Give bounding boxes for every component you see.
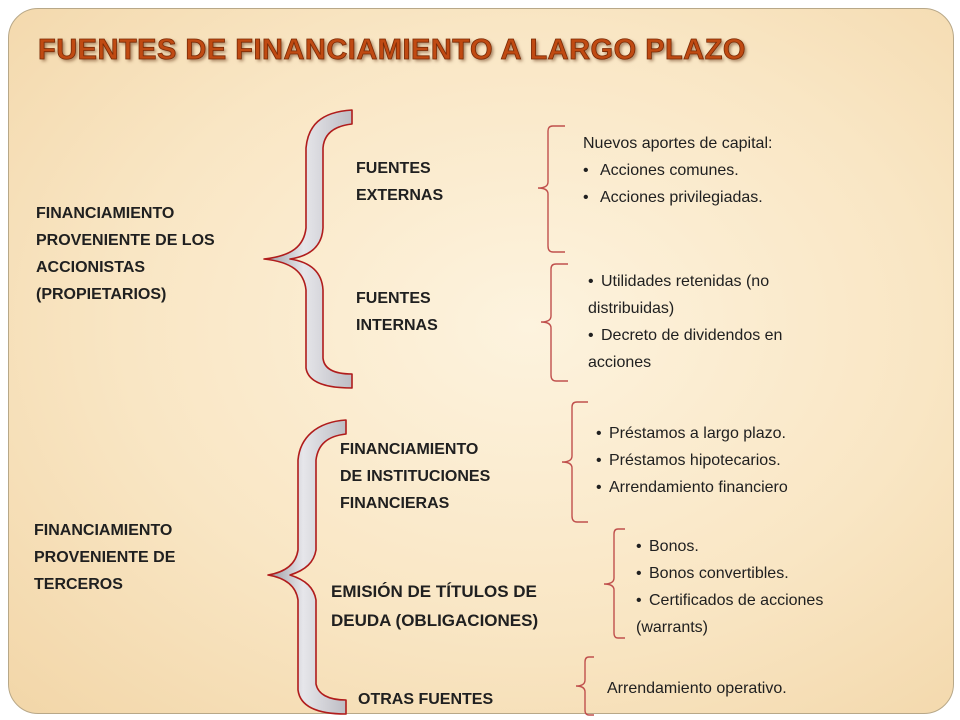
list-item: • Decreto de dividendos en	[588, 322, 782, 349]
source-other-details	[607, 675, 787, 702]
list-item: • Utilidades retenidas (no	[588, 268, 782, 295]
list-item: • Bonos convertibles.	[636, 560, 823, 587]
source-institutions-details	[596, 420, 788, 501]
bracket-instituciones	[562, 402, 588, 522]
list-item: • Bonos.	[636, 533, 823, 560]
bracket-emision	[604, 529, 625, 638]
bracket-externas	[538, 126, 565, 252]
list-item: • Certificados de acciones	[636, 587, 823, 614]
source-debt-issue-details	[636, 533, 823, 641]
bracket-otras	[576, 657, 594, 715]
list-item: Arrendamiento operativo.	[607, 680, 787, 697]
list-item-continuation: distribuidas)	[588, 300, 675, 317]
group-shareholders-label: FINANCIAMIENTO PROVENIENTE DE LOS ACCIONISTAS (PROPIETARIOS)	[36, 205, 215, 303]
source-external-label: FUENTES EXTERNAS	[356, 160, 444, 204]
shareholders-brace	[264, 110, 352, 388]
list-item-continuation: (warrants)	[636, 619, 709, 636]
list-item: • Acciones privilegiadas.	[583, 184, 772, 211]
source-internal-details	[588, 268, 782, 376]
list-item-continuation: acciones	[588, 354, 652, 371]
source-debt-issue-label: EMISIÓN DE TÍTULOS DE DEUDA (OBLIGACIONES)	[331, 582, 539, 630]
source-external-details	[583, 130, 772, 211]
list-item: • Préstamos hipotecarios.	[596, 447, 788, 474]
slide-title: FUENTES DE FINANCIAMIENTO A LARGO PLAZO	[38, 34, 746, 66]
source-other-label: OTRAS FUENTES	[358, 691, 494, 708]
list-item: • Préstamos a largo plazo.	[596, 420, 788, 447]
external-intro: Nuevos aportes de capital:	[583, 135, 773, 152]
source-institutions-label: FINANCIAMIENTO DE INSTITUCIONES FINANCIERAS	[340, 441, 491, 512]
list-item: • Arrendamiento financiero	[596, 474, 788, 501]
list-item: • Acciones comunes.	[583, 157, 772, 184]
third-parties-brace	[268, 420, 346, 714]
source-internal-label: FUENTES INTERNAS	[356, 290, 438, 334]
group-third-parties-label: FINANCIAMIENTO PROVENIENTE DE TERCEROS	[34, 522, 176, 593]
bracket-internas	[541, 264, 568, 381]
